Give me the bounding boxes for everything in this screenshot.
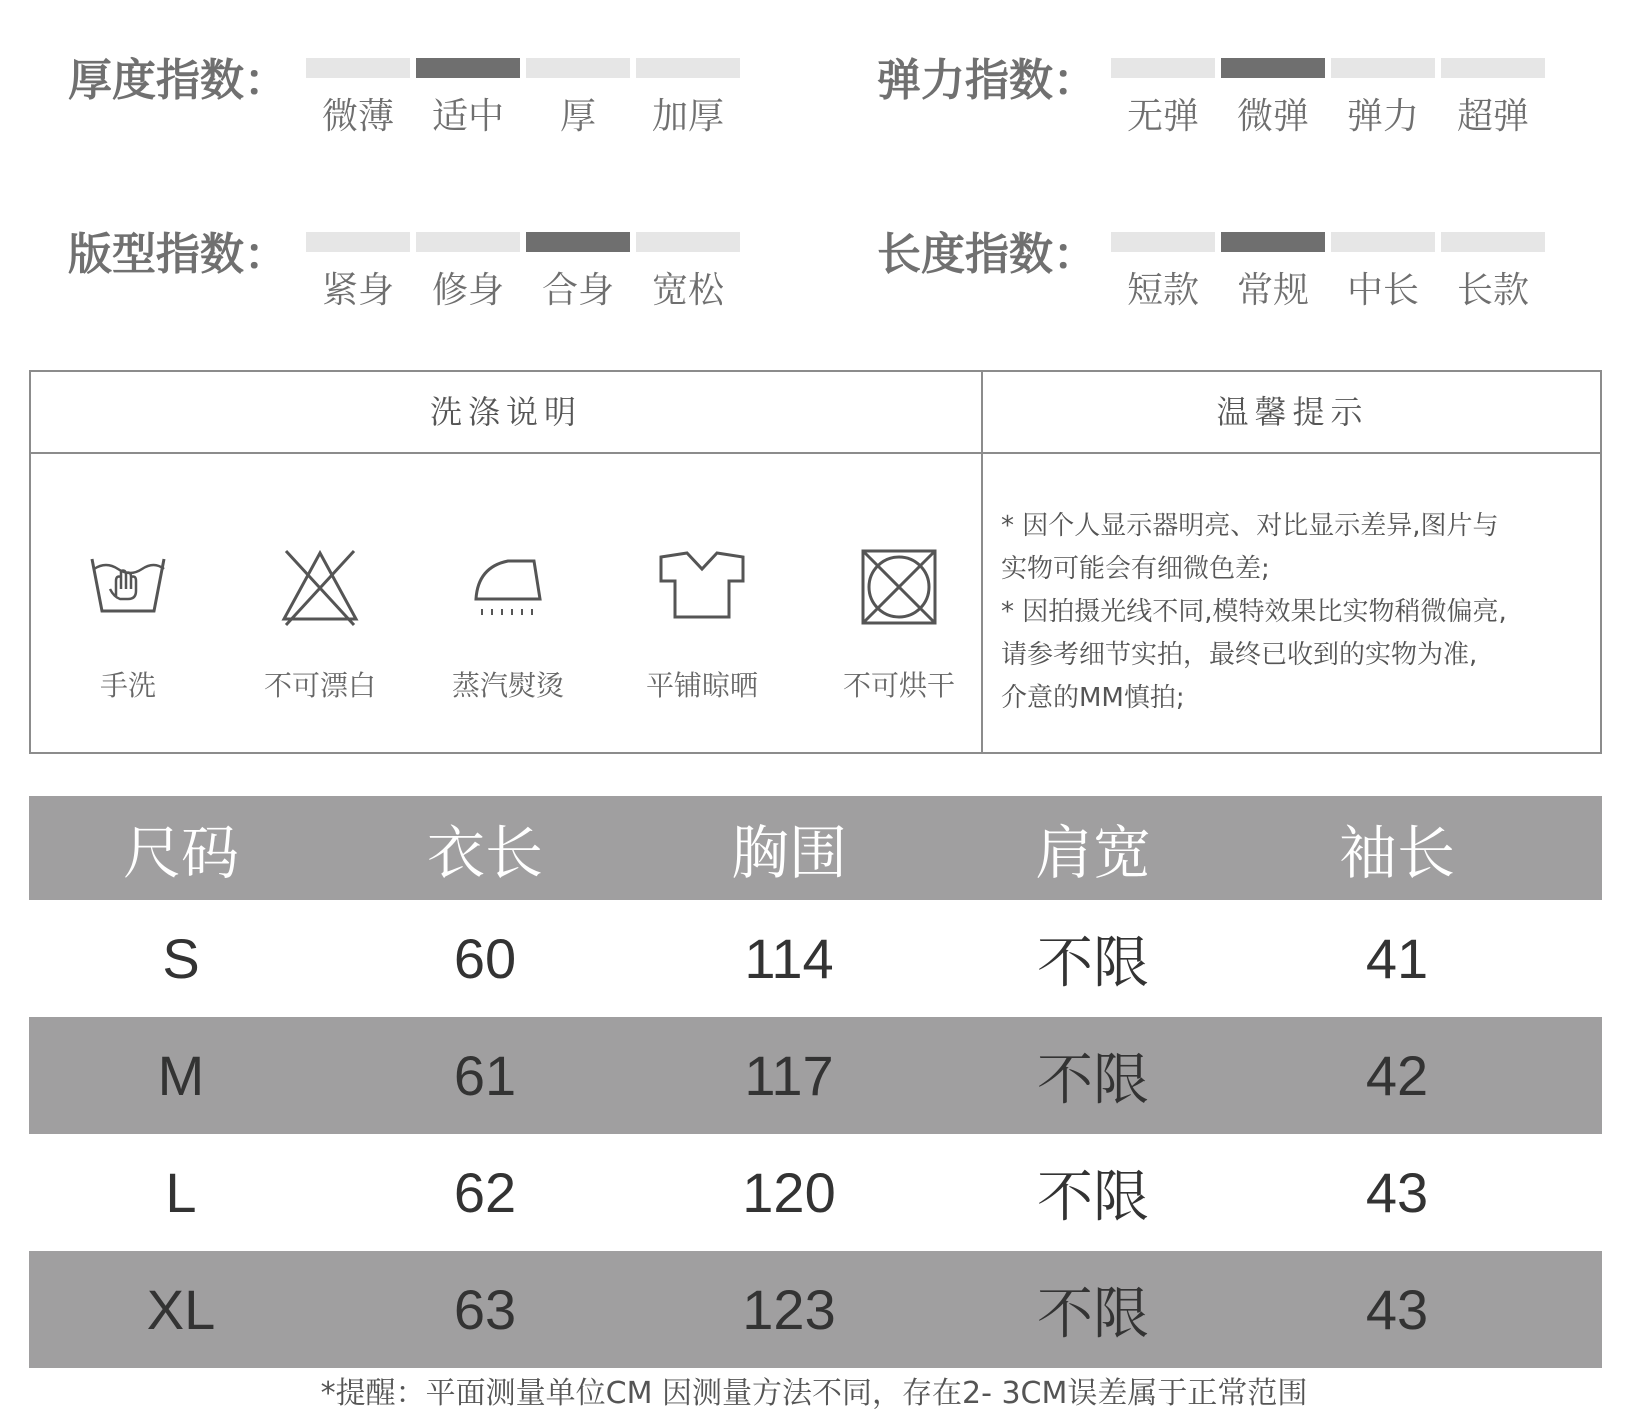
scale-label: 长款: [1456, 270, 1529, 311]
dry-flat-icon: [627, 547, 777, 621]
table-cell: 63: [453, 1278, 517, 1341]
table-cell: 43: [1365, 1161, 1429, 1224]
size-table: [29, 796, 1602, 1368]
scale-segment-active: [526, 232, 630, 252]
header-cell: 胸围: [730, 821, 847, 886]
steam-iron-icon: [433, 547, 583, 621]
tip-line: * 因个人显示器明亮、对比显示差异,图片与: [1001, 511, 1499, 541]
care-label: 蒸汽熨烫: [451, 669, 564, 702]
table-row: [29, 1017, 1602, 1134]
scale-segment: [1111, 58, 1215, 78]
scale-segment: [636, 232, 740, 252]
tip-line: 实物可能会有细微色差;: [1001, 554, 1270, 584]
hand-wash-icon: [53, 547, 203, 619]
no-bleach-icon: [245, 547, 395, 627]
care-tips-box: [29, 370, 1602, 754]
scale-segment-active: [1221, 232, 1325, 252]
scale-label: 合身: [541, 270, 614, 311]
scale-label: 紧身: [321, 270, 394, 311]
thickness-index: [68, 44, 768, 137]
table-cell: 41: [1365, 927, 1429, 990]
scale-label: 微薄: [321, 96, 394, 137]
scale-segment-active: [416, 58, 520, 78]
table-row: [29, 1251, 1602, 1368]
table-cell: L: [165, 1161, 197, 1224]
scale-label: 厚: [559, 96, 596, 137]
care-label: 不可漂白: [263, 669, 376, 702]
table-cell: 不限: [1037, 1281, 1149, 1345]
index-title: 厚度指数：: [68, 55, 288, 106]
scale-segment: [1441, 58, 1545, 78]
wash-instructions-title: 洗涤说明: [429, 393, 582, 431]
table-cell: 43: [1365, 1278, 1429, 1341]
fit-index: [68, 218, 768, 311]
table-cell: 42: [1365, 1044, 1429, 1107]
table-cell: 114: [744, 927, 834, 990]
table-cell: 123: [742, 1278, 836, 1341]
scale-label: 弹力: [1346, 96, 1419, 137]
tip-line: 请参考细节实拍，最终已收到的实物为准,: [1001, 640, 1478, 670]
scale-segment: [526, 58, 630, 78]
scale-label: 超弹: [1456, 96, 1529, 137]
table-cell: 不限: [1037, 1164, 1149, 1228]
table-cell: 117: [744, 1044, 834, 1107]
table-row: [29, 900, 1602, 1017]
header-cell: 尺码: [122, 821, 239, 886]
table-row: [29, 1134, 1602, 1251]
scale-label: 短款: [1126, 270, 1199, 311]
table-cell: 61: [453, 1044, 517, 1107]
scale-label: 中长: [1346, 270, 1419, 311]
scale-label: 适中: [431, 96, 504, 137]
table-cell: 不限: [1037, 930, 1149, 994]
no-tumble-dry-icon: [824, 547, 974, 627]
care-label: 不可烘干: [842, 669, 955, 702]
scale-segment: [416, 232, 520, 252]
measurement-note: *提醒：平面测量单位CM 因测量方法不同，存在2- 3CM误差属于正常范围: [320, 1376, 1308, 1411]
index-title: 弹力指数：: [877, 55, 1097, 106]
table-cell: 62: [453, 1161, 517, 1224]
table-cell: 120: [742, 1161, 836, 1224]
length-index: [877, 218, 1577, 311]
scale-label: 微弹: [1236, 96, 1309, 137]
header-cell: 肩宽: [1034, 821, 1151, 886]
scale-label: 无弹: [1126, 96, 1199, 137]
table-header-row: [29, 796, 1602, 900]
care-label: 手洗: [99, 669, 156, 702]
scale-segment: [306, 58, 410, 78]
elasticity-index: [877, 44, 1577, 137]
header-cell: 袖长: [1338, 821, 1455, 886]
scale-label: 宽松: [651, 270, 724, 311]
table-cell: 60: [453, 927, 517, 990]
table-cell: M: [157, 1044, 205, 1107]
scale-label: 加厚: [651, 96, 724, 137]
scale-segment: [1441, 232, 1545, 252]
tips-title: 温馨提示: [1216, 393, 1369, 431]
table-cell: 不限: [1037, 1047, 1149, 1111]
tip-line: 介意的MM慎拍;: [1001, 683, 1185, 713]
tip-line: * 因拍摄光线不同,模特效果比实物稍微偏亮,: [1001, 597, 1507, 627]
scale-label: 常规: [1236, 270, 1309, 311]
care-label: 平铺晾晒: [645, 669, 758, 702]
scale-segment: [1111, 232, 1215, 252]
scale-segment-active: [1221, 58, 1325, 78]
scale-segment: [1331, 232, 1435, 252]
header-cell: 衣长: [426, 821, 543, 886]
scale-segment: [1331, 58, 1435, 78]
index-title: 版型指数：: [68, 229, 288, 280]
scale-segment: [306, 232, 410, 252]
scale-segment: [636, 58, 740, 78]
index-title: 长度指数：: [877, 229, 1097, 280]
table-cell: S: [162, 927, 200, 990]
scale-label: 修身: [431, 270, 504, 311]
table-cell: XL: [146, 1278, 216, 1341]
